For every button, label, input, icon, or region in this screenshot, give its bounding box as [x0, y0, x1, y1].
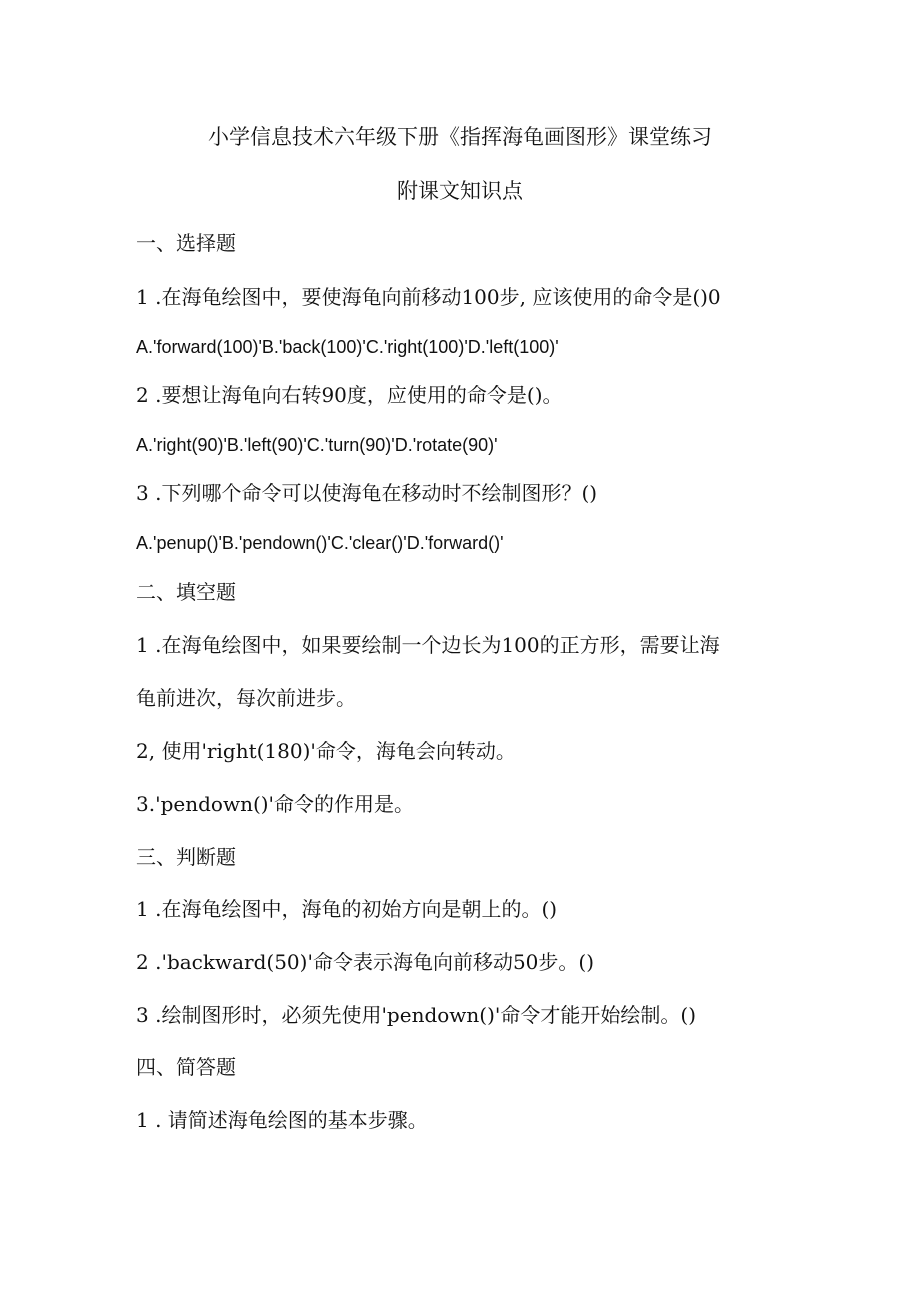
question-line: 3 .下列哪个命令可以使海龟在移动时不绘制图形？()	[136, 481, 598, 505]
question-line: 1 . 请简述海龟绘图的基本步骤。	[136, 1108, 428, 1132]
section-heading-choice: 一、选择题	[136, 231, 236, 255]
question-line: 1 .在海龟绘图中，如果要绘制一个边长为100的正方形，需要让海	[136, 633, 720, 657]
section-heading-fill-blank: 二、填空题	[136, 580, 236, 604]
answer-options: A.'penup()'B.'pendown()'C.'clear()'D.'forward()'	[136, 533, 504, 553]
question-line: 2 .'backward(50)'命令表示海龟向前移动50步。()	[136, 950, 594, 974]
question-line: 3 .绘制图形时，必须先使用'pendown()'命令才能开始绘制。()	[136, 1003, 697, 1027]
answer-options: A.'right(90)'B.'left(90)'C.'turn(90)'D.'rotate(90)'	[136, 435, 498, 455]
section-heading-short-answer: 四、简答题	[136, 1055, 236, 1079]
question-line: 1 .在海龟绘图中，海龟的初始方向是朝上的。()	[136, 897, 558, 921]
question-line: 龟前进次，每次前进步。	[136, 686, 356, 710]
question-line: 1 .在海龟绘图中，要使海龟向前移动100步, 应该使用的命令是()0	[136, 285, 721, 309]
document-title: 小学信息技术六年级下册《指挥海龟画图形》课堂练习	[208, 125, 712, 149]
section-heading-true-false: 三、判断题	[136, 845, 236, 869]
question-line: 2, 使用'right(180)'命令，海龟会向转动。	[136, 739, 516, 763]
question-line: 3.'pendown()'命令的作用是。	[136, 792, 415, 816]
question-line: 2 .要想让海龟向右转90度，应使用的命令是()。	[136, 383, 563, 407]
answer-options: A.'forward(100)'B.'back(100)'C.'right(100)'D.'left(100)'	[136, 337, 559, 357]
document-subtitle: 附课文知识点	[397, 179, 523, 203]
